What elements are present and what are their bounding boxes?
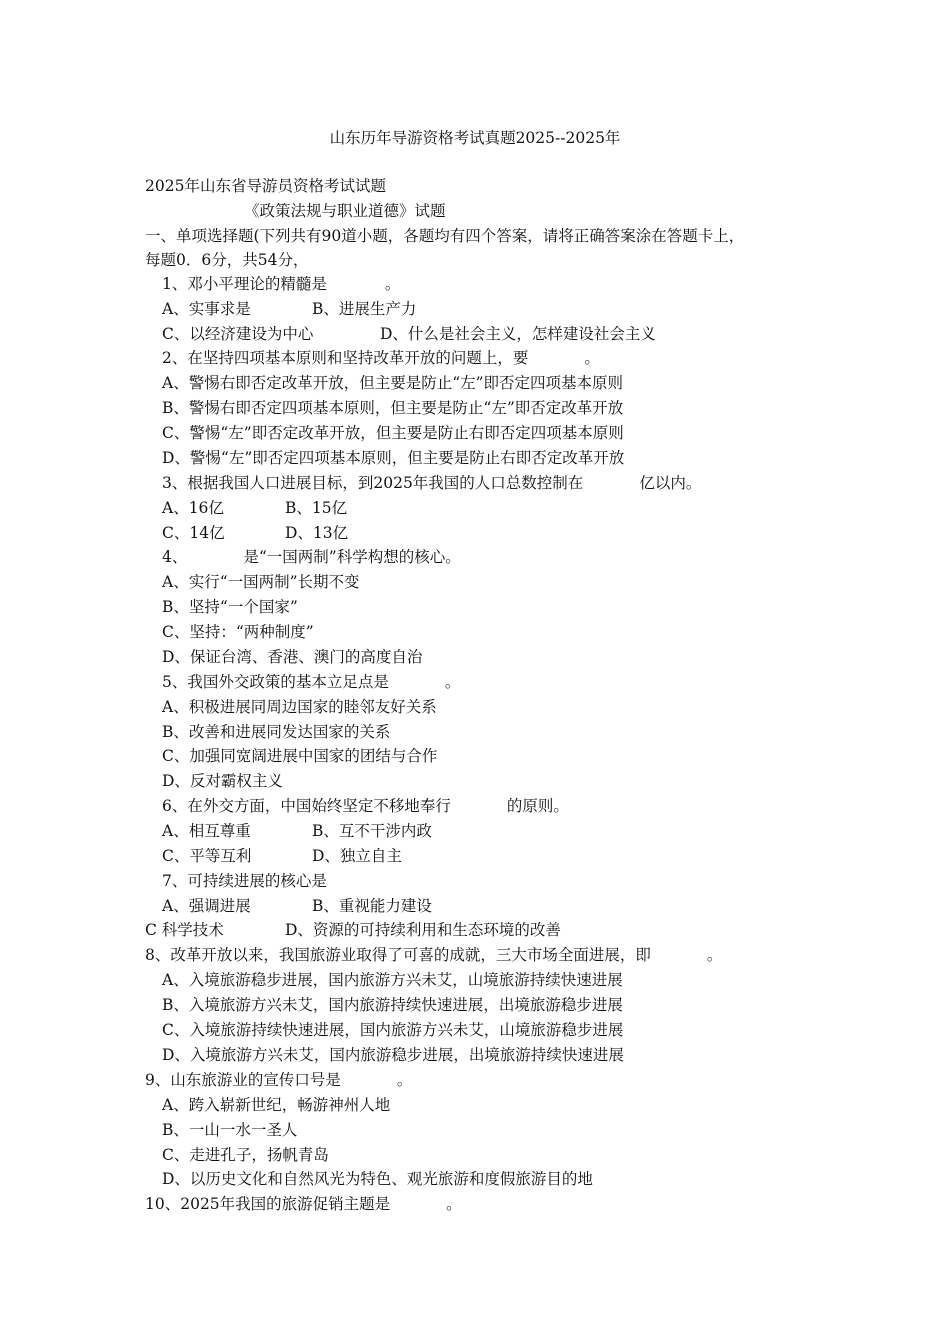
question-stem: 10、2025年我国的旅游促销主题是 。 <box>145 1195 462 1213</box>
subject-title: 《政策法规与职业道德》试题 <box>244 202 446 220</box>
option: D、13亿 <box>285 524 349 542</box>
option: D、独立自主 <box>312 847 402 865</box>
option: C、警惕“左”即否定改革开放，但主要是防止右即否定四项基本原则 <box>162 424 624 442</box>
option: A、实事求是 <box>162 300 251 318</box>
option: A、相互尊重 <box>162 822 251 840</box>
question-stem: 7、可持续进展的核心是 <box>162 872 327 890</box>
option: C、走进孔子，扬帆青岛 <box>162 1146 329 1164</box>
option: B、互不干涉内政 <box>312 822 432 840</box>
exam-title: 2025年山东省导游员资格考试试题 <box>145 177 386 195</box>
option: D、入境旅游方兴未艾，国内旅游稳步进展，出境旅游持续快速进展 <box>162 1046 624 1064</box>
question-stem: 8、改革开放以来，我国旅游业取得了可喜的成就，三大市场全面进展，即 。 <box>145 946 723 964</box>
option: A、积极进展同周边国家的睦邻友好关系 <box>162 698 437 716</box>
option: B、15亿 <box>285 499 348 517</box>
option: A、警惕右即否定改革开放，但主要是防止“左”即否定四项基本原则 <box>162 374 624 392</box>
option: C、入境旅游持续快速进展，国内旅游方兴未艾，山境旅游稳步进展 <box>162 1021 624 1039</box>
option: C 科学技术 <box>145 921 224 939</box>
section-intro-line-2: 每题0．6分，共54分， <box>145 251 309 269</box>
option: C、平等互利 <box>162 847 252 865</box>
question-stem: 6、在外交方面，中国始终坚定不移地奉行 的原则。 <box>162 797 569 815</box>
option: B、一山一水一圣人 <box>162 1121 298 1139</box>
option: A、跨入崭新世纪，畅游神州人地 <box>162 1096 391 1114</box>
option: A、入境旅游稳步进展，国内旅游方兴未艾，山境旅游持续快速进展 <box>162 971 623 989</box>
option: D、警惕“左”即否定四项基本原则，但主要是防止右即否定改革开放 <box>162 449 625 467</box>
option: D、反对霸权主义 <box>162 772 283 790</box>
option: D、什么是社会主义，怎样建设社会主义 <box>380 325 656 343</box>
option: C、加强同宽阔进展中国家的团结与合作 <box>162 747 438 765</box>
option: A、16亿 <box>162 499 224 517</box>
option: B、改善和进展同发达国家的关系 <box>162 723 391 741</box>
option: B、警惕右即否定四项基本原则，但主要是防止“左”即否定改革开放 <box>162 399 624 417</box>
option: B、坚持“一个国家” <box>162 598 298 616</box>
question-stem: 9、山东旅游业的宣传口号是 。 <box>145 1071 413 1089</box>
question-stem: 5、我国外交政策的基本立足点是 。 <box>162 673 461 691</box>
option: D、保证台湾、香港、澳门的高度自治 <box>162 648 423 666</box>
option: D、以历史文化和自然风光为特色、观光旅游和度假旅游目的地 <box>162 1170 593 1188</box>
doc-title: 山东历年导游资格考试真题2025--2025年 <box>329 129 621 147</box>
option-row <box>162 299 251 319</box>
option: C、14亿 <box>162 524 225 542</box>
option: C、坚持：“两种制度” <box>162 623 314 641</box>
option: A、强调进展 <box>162 897 251 915</box>
question-stem: 4、 是“一国两制”科学构想的核心。 <box>162 548 461 566</box>
option: C、以经济建设为中心 <box>162 325 314 343</box>
option: B、重视能力建设 <box>312 897 432 915</box>
section-intro-line-1: 一、单项选择题(下列共有90道小题，各题均有四个答案，请将正确答案涂在答题卡上， <box>145 227 745 245</box>
question-stem: 3、根据我国人口进展目标，到2025年我国的人口总数控制在 亿以内。 <box>162 474 702 492</box>
question-stem: 1、邓小平理论的精髓是 。 <box>162 275 401 293</box>
option: B、进展生产力 <box>312 300 417 318</box>
option: B、入境旅游方兴未艾，国内旅游持续快速进展，出境旅游稳步进展 <box>162 996 623 1014</box>
option: A、实行“一国两制”长期不变 <box>162 573 360 591</box>
question-stem: 2、在坚持四项基本原则和坚持改革开放的问题上，要 。 <box>162 349 600 367</box>
option: D、资源的可持续利用和生态环境的改善 <box>285 921 561 939</box>
